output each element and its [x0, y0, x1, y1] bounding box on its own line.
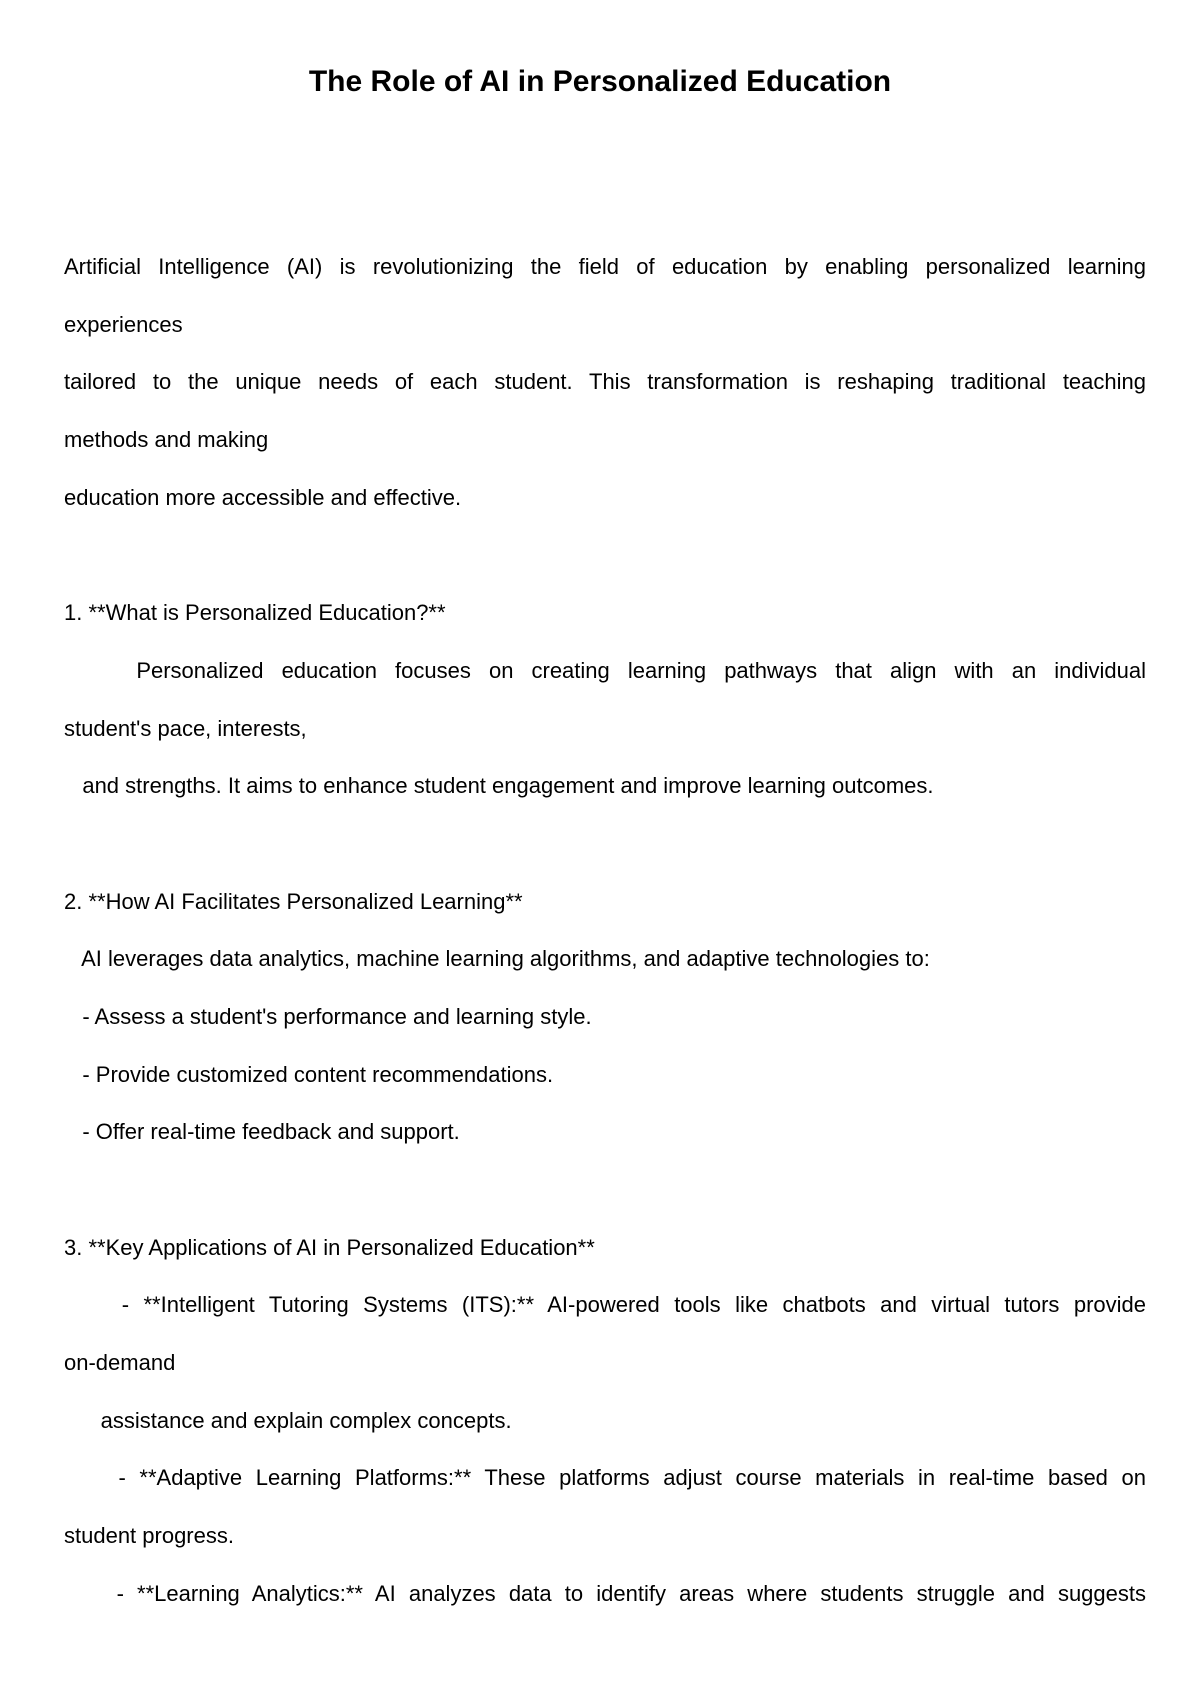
section-3-line-4: - **Adaptive Learning Platforms:** These platforms adjust course materials in real-time based on [64, 1465, 1146, 1491]
section-1-line-2: student's pace, interests, [64, 715, 307, 741]
intro-line-1: Artificial Intelligence (AI) is revolutionizing the field of education by enabling personalized learning [64, 254, 1146, 279]
section-1-line-3: and strengths. It aims to enhance student engagement and improve learning outcomes. [64, 773, 934, 799]
paragraph-gap [64, 1161, 1146, 1219]
section-3-line-6: - **Learning Analytics:** AI analyzes data to identify areas where students struggle and suggests [64, 1580, 1146, 1606]
intro-line-2: experiences [64, 311, 183, 337]
document-body [64, 238, 1146, 1623]
paragraph-gap [64, 526, 1146, 584]
section-2-heading: 2. **How AI Facilitates Personalized Learning** [64, 888, 523, 914]
intro-line-4: methods and making [64, 427, 269, 453]
section-3-heading: 3. **Key Applications of AI in Personalized Education** [64, 1234, 595, 1260]
section-3-line-1: - **Intelligent Tutoring Systems (ITS):** AI-powered tools like chatbots and virtual tutors provide [64, 1292, 1146, 1318]
section-2-bullet-2: - Provide customized content recommendations. [64, 1061, 554, 1087]
paragraph-gap [64, 815, 1146, 873]
document-title: The Role of AI in Personalized Education [308, 65, 892, 98]
intro-line-5: education more accessible and effective. [64, 484, 462, 510]
section-2-bullet-3: - Offer real-time feedback and support. [64, 1119, 460, 1145]
section-2-bullet-1: - Assess a student's performance and learning style. [64, 1003, 592, 1029]
section-2-line-1: AI leverages data analytics, machine learning algorithms, and adaptive technologies to: [64, 946, 930, 972]
section-3-line-3: assistance and explain complex concepts. [64, 1407, 512, 1433]
section-1-heading: 1. **What is Personalized Education?** [64, 600, 446, 626]
section-1-line-1: Personalized education focuses on creating learning pathways that align with an individual [64, 657, 1147, 683]
section-3-line-2: on-demand [64, 1350, 176, 1376]
section-3-line-5: student progress. [64, 1523, 234, 1549]
intro-line-3: tailored to the unique needs of each student. This transformation is reshaping traditional teaching [64, 369, 1146, 395]
